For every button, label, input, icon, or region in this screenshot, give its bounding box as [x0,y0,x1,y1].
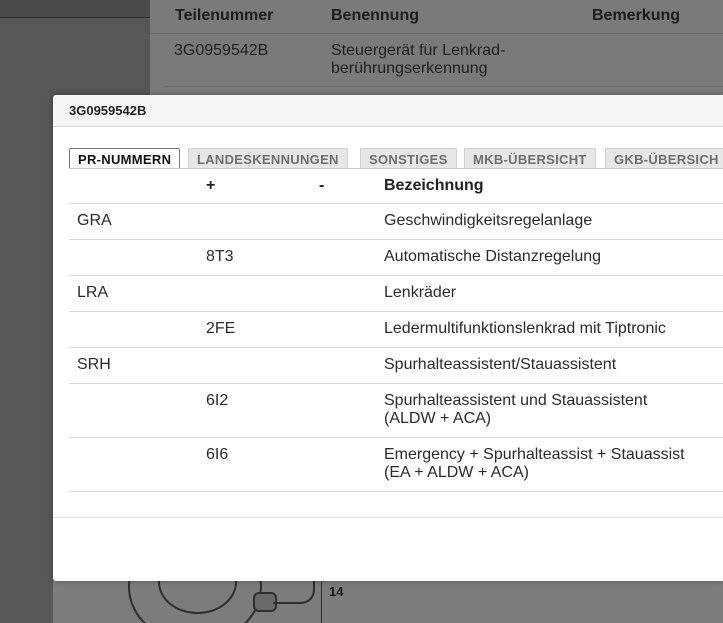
cell-plus: 6I2 [198,384,311,438]
description-line1: Ledermultifunktionslenkrad mit Tiptronic [384,320,666,337]
cell-plus [198,204,311,240]
table-row [69,312,723,348]
table-row [69,348,723,384]
cell-plus [198,276,311,312]
description-line1: Geschwindigkeitsregelanlage [384,212,593,229]
cell-plus: 8T3 [198,240,311,276]
description-line1: Automatische Distanzregelung [384,248,602,265]
description-line2: (ALDW + ACA) [384,410,492,427]
cell-plus [198,348,311,384]
background-toolbar [0,0,150,17]
tab-gkb-uebersicht[interactable]: GKB-ÜBERSICH [605,148,723,168]
cell-code: SRH [69,348,198,384]
tab-mkb-uebersicht[interactable]: MKB-ÜBERSICHT [464,148,596,168]
cell-plus: 2FE [198,312,311,348]
description-line1: Spurhalteassistent/Stauassistent [384,356,617,373]
background-parts-table [150,0,723,95]
designation-cell-line1: Steuergerät für Lenkrad- [331,42,506,59]
cell-minus [311,204,376,240]
header-part-number: Teilenummer [175,7,274,24]
callout-line [321,580,322,623]
header-remark: Bemerkung [592,7,681,24]
cell-description [376,204,723,240]
cell-minus [311,438,376,492]
header-description: Bezeichnung [376,169,723,204]
cell-code [69,240,198,276]
cell-description [376,384,723,438]
cable-outline [273,580,315,604]
designation-cell-line2: berührungserkennung [331,60,488,77]
background-divider [0,17,150,18]
header-minus: - [311,169,376,204]
part-number-cell[interactable]: 3G0959542B [174,42,269,59]
cell-code [69,438,198,492]
tab-pr-nummern[interactable]: PR-NUMMERN [69,148,180,169]
background-row-divider [165,86,723,87]
cell-description [376,438,723,492]
cell-minus [311,240,376,276]
cell-description [376,276,723,312]
pr-numbers-table [69,169,723,492]
cell-plus: 6I6 [198,438,311,492]
cell-minus [311,348,376,384]
header-code [69,169,198,204]
tab-sonstiges[interactable]: SONSTIGES [360,148,457,168]
description-line1: Emergency + Spurhalteassist + Stauassist [384,446,685,463]
dialog-tabs [69,148,723,168]
header-designation: Benennung [331,7,419,24]
table-row [69,276,723,312]
cell-minus [311,312,376,348]
callout-number[interactable]: 14 [329,584,344,599]
cell-description [376,240,723,276]
description-line1: Lenkräder [384,284,457,301]
cell-code [69,312,198,348]
cell-code: GRA [69,204,198,240]
table-row [69,240,723,276]
cell-minus [311,384,376,438]
table-row [69,438,723,492]
dialog-title: 3G0959542B [69,103,147,118]
dialog-header [53,95,723,127]
description-line1: Spurhalteassistent und Stauassistent [384,392,648,409]
background-table-header [150,0,723,34]
cell-code [69,384,198,438]
table-row [69,204,723,240]
header-plus: + [198,169,311,204]
table-row [69,384,723,438]
cell-description [376,348,723,384]
cell-minus [311,276,376,312]
dialog-footer-divider [53,517,723,518]
table-header-row [69,169,723,204]
description-line2: (EA + ALDW + ACA) [384,464,529,481]
exploded-view-diagram [53,580,723,623]
pr-numbers-dialog [53,95,723,581]
tab-landeskennungen[interactable]: LANDESKENNUNGEN [188,148,348,168]
cell-description [376,312,723,348]
cell-code: LRA [69,276,198,312]
